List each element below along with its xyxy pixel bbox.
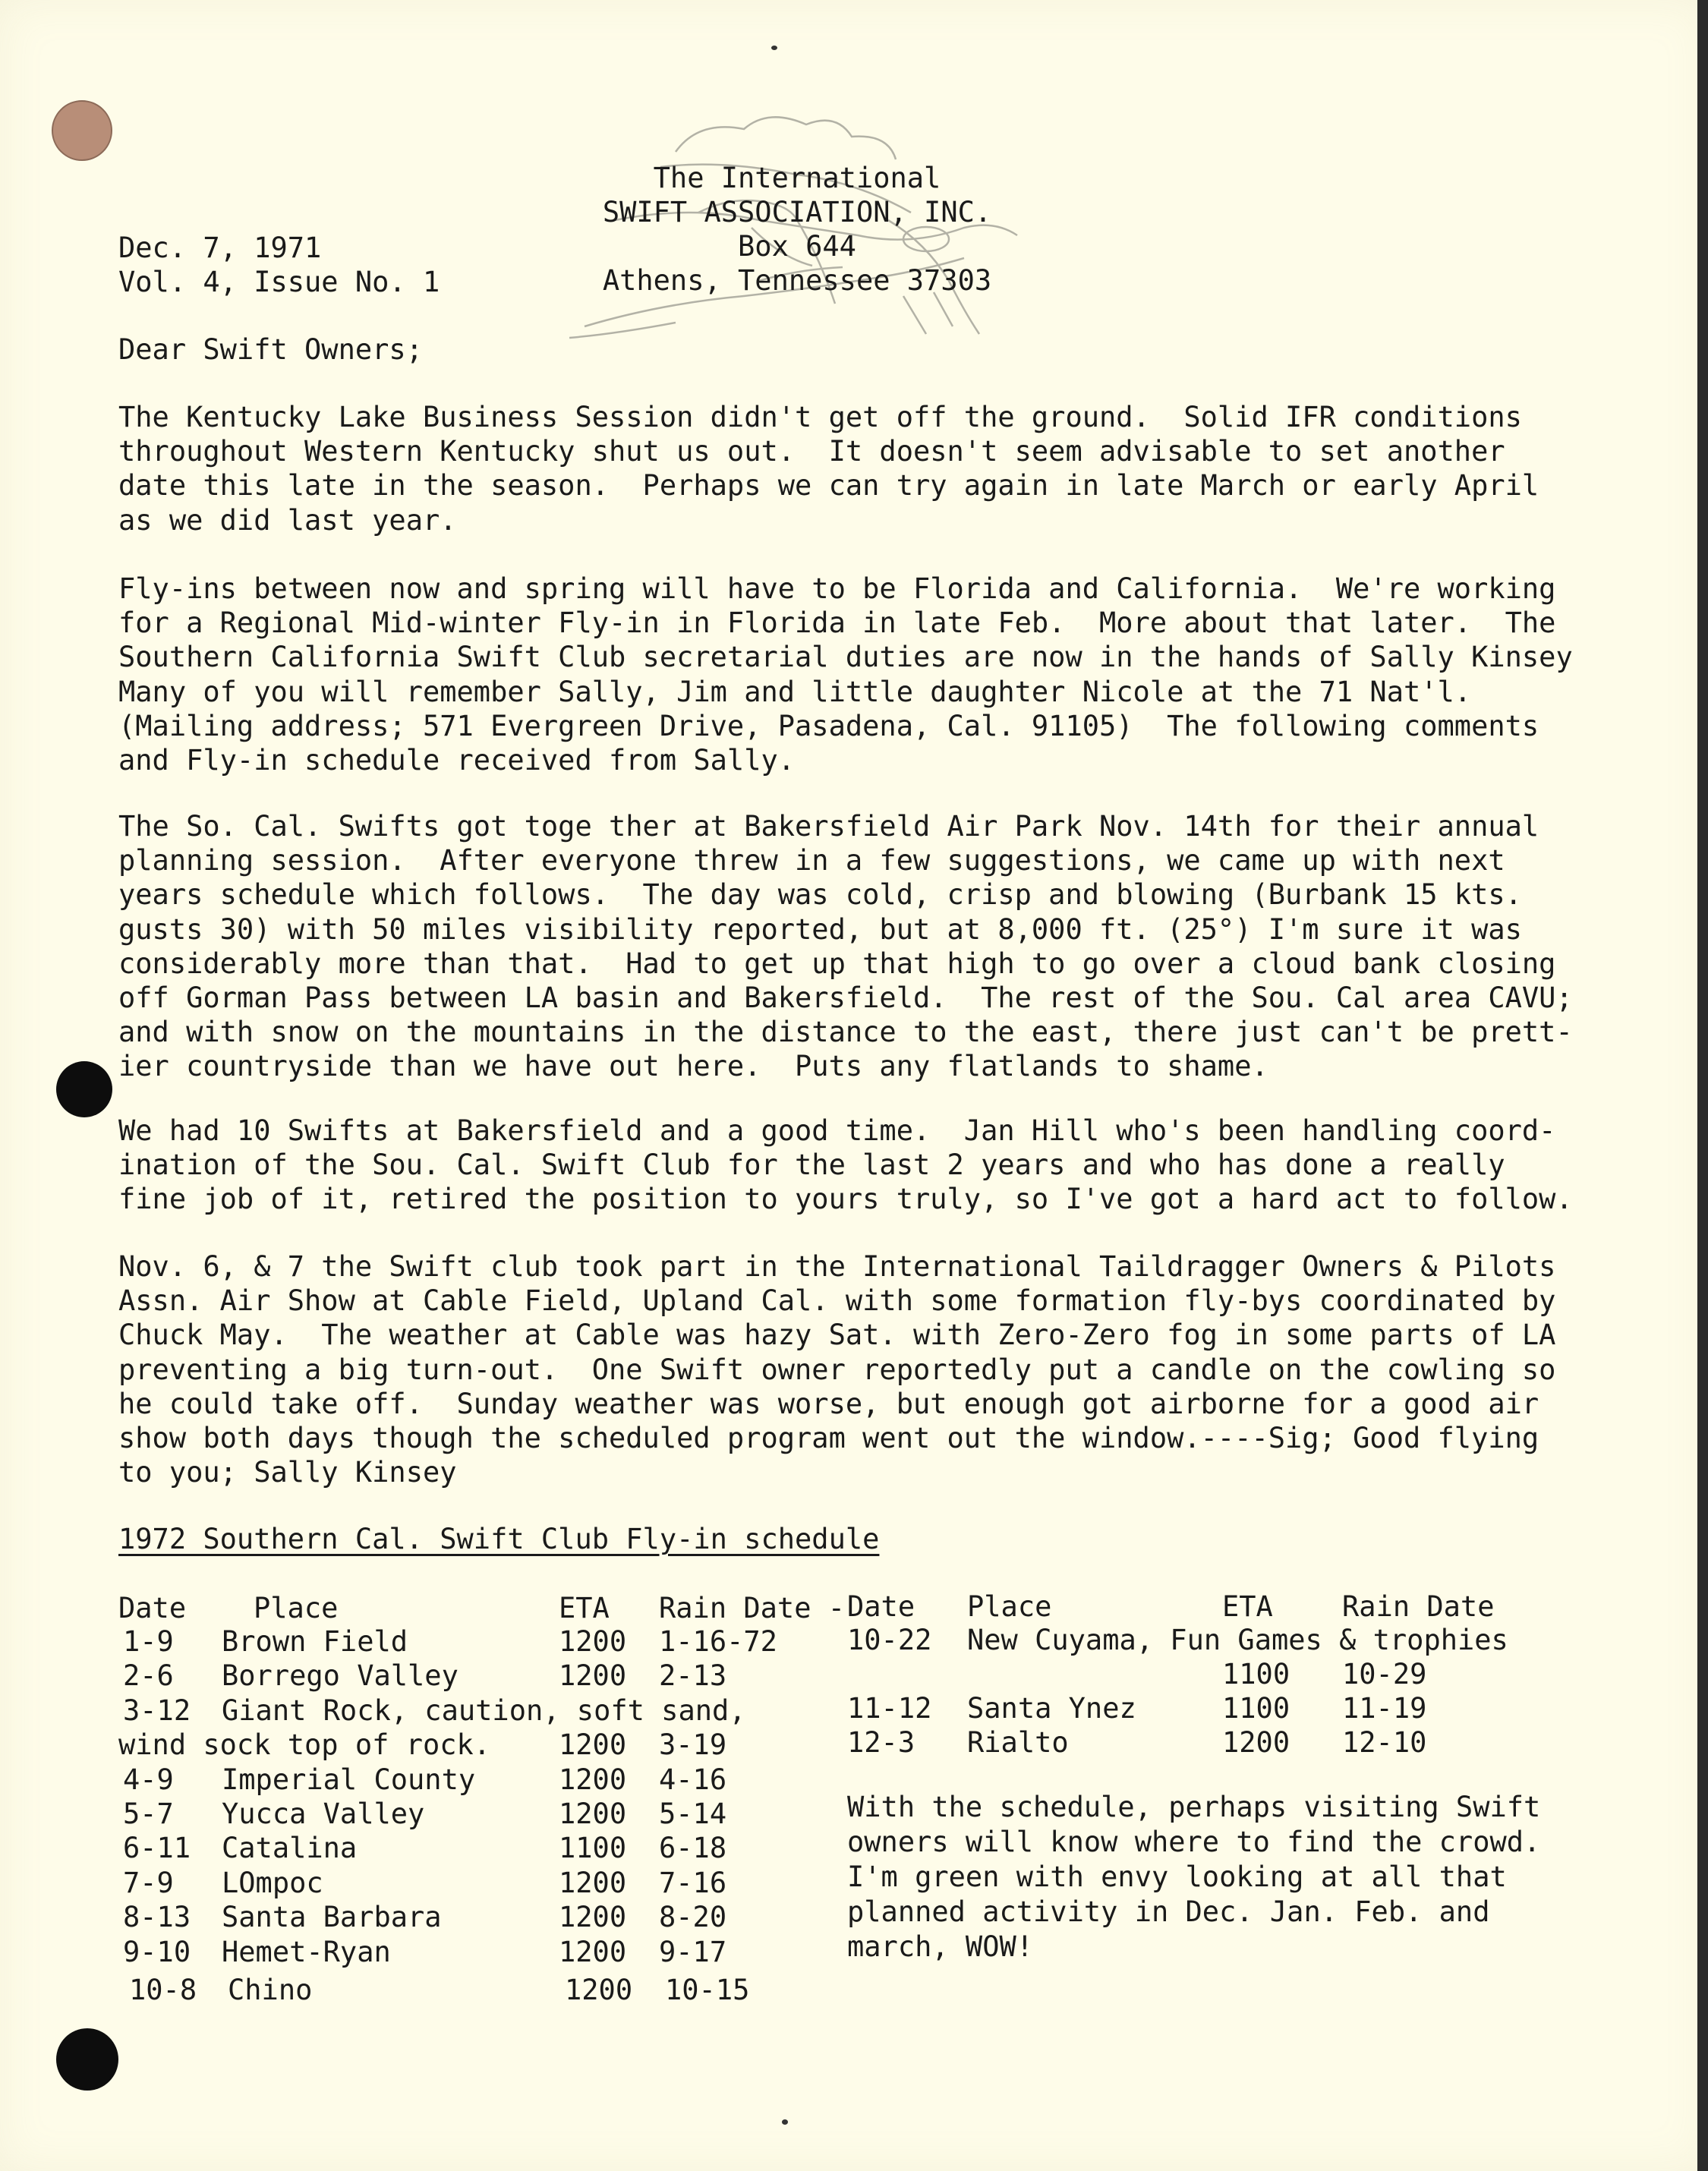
- schedule-title: 1972 Southern Cal. Swift Club Fly-in schedule: [118, 1523, 880, 1555]
- cell-rain: 10-15: [665, 1974, 750, 2006]
- page-edge-shadow: [1697, 0, 1708, 2171]
- cell-date: 12-3: [847, 1726, 915, 1759]
- cell-eta: 1100: [1222, 1658, 1290, 1690]
- cell-place: Giant Rock, caution, soft sand,: [222, 1694, 746, 1727]
- cell-rain: 5-14: [659, 1798, 727, 1830]
- closing-line: owners will know where to find the crowd.: [847, 1826, 1541, 1858]
- cell-date: 1-9: [123, 1625, 174, 1658]
- cell-place: Catalina: [222, 1832, 358, 1865]
- cell-place: Rialto: [967, 1726, 1069, 1759]
- cell-rain: 3-19: [659, 1728, 727, 1762]
- speck: [782, 2119, 788, 2125]
- cell-date: 4-9: [123, 1763, 174, 1796]
- cell-eta: 1200: [1222, 1726, 1290, 1759]
- cell-date: 2-6: [123, 1659, 174, 1693]
- paragraph-bakersfield-planning: [118, 809, 1573, 1084]
- org-name-line-1: The International: [653, 162, 941, 194]
- text-line: to you; Sally Kinsey: [118, 1456, 457, 1489]
- closing-line: With the schedule, perhaps visiting Swift: [847, 1791, 1541, 1823]
- text-line: off Gorman Pass between LA basin and Bakersfield. The rest of the Sou. Cal area CAVU;: [118, 982, 1573, 1015]
- text-line: planning session. After everyone threw in a few suggestions, we came up with next: [118, 844, 1505, 878]
- header-rain-date: Rain Date: [1342, 1590, 1495, 1623]
- cell-place: Borrego Valley: [222, 1659, 459, 1693]
- salutation: Dear Swift Owners;: [118, 333, 423, 366]
- dateline: [118, 231, 440, 299]
- speck: [771, 46, 777, 50]
- cell-rain: 6-18: [659, 1832, 727, 1865]
- paragraph-fly-ins: [118, 572, 1573, 777]
- cell-place: Imperial County: [222, 1763, 476, 1796]
- paragraph-kentucky-lake: [118, 400, 1539, 537]
- text-line: Chuck May. The weather at Cable was hazy Sat. with Zero-Zero fog in some parts of LA: [118, 1319, 1556, 1352]
- cell-rain: 8-20: [659, 1901, 727, 1934]
- paragraph-air-show: [118, 1249, 1555, 1489]
- text-line: ination of the Sou. Cal. Swift Club for the last 2 years and who has done a really: [118, 1149, 1505, 1182]
- header-eta: ETA: [1222, 1590, 1273, 1623]
- cell-eta: 1200: [559, 1728, 627, 1762]
- text-line: and Fly-in schedule received from Sally.: [118, 744, 796, 777]
- cell-eta: 1200: [559, 1901, 627, 1934]
- org-city-line: Athens, Tennessee 37303: [602, 264, 992, 297]
- text-line: as we did last year.: [118, 503, 457, 537]
- cell-eta: 1200: [559, 1659, 627, 1693]
- header-date: Date: [847, 1590, 915, 1623]
- cell-eta: 1200: [559, 1763, 627, 1796]
- binder-hole-middle: [56, 1061, 112, 1117]
- cell-place: Yucca Valley: [222, 1798, 425, 1830]
- cell-place: Hemet-Ryan: [222, 1935, 391, 1968]
- cell-place: New Cuyama, Fun Games & trophies: [967, 1624, 1508, 1656]
- cell-eta: 1200: [565, 1974, 633, 2006]
- paragraph-coordination: [118, 1114, 1573, 1217]
- text-line: ier countryside than we have out here. Puts any flatlands to shame.: [118, 1050, 1268, 1083]
- text-line: gusts 30) with 50 miles visibility reported, but at 8,000 ft. (25°) I'm sure it was: [118, 912, 1522, 946]
- cell-date: 6-11: [123, 1832, 191, 1865]
- org-box-line: Box 644: [738, 230, 856, 263]
- cell-eta: 1200: [559, 1625, 627, 1658]
- cell-date: 3-12: [123, 1694, 191, 1727]
- text-line: Many of you will remember Sally, Jim and little daughter Nicole at the 71 Nat'l.: [118, 675, 1472, 708]
- text-line: The Kentucky Lake Business Session didn't get off the ground. Solid IFR conditions: [118, 401, 1522, 433]
- binder-hole-top: [52, 100, 112, 161]
- cell-place: Chino: [228, 1974, 313, 2006]
- cell-date: 10-8: [129, 1974, 197, 2006]
- text-line: The So. Cal. Swifts got toge ther at Bakersfield Air Park Nov. 14th for their annual: [118, 810, 1539, 843]
- text-line: Nov. 6, & 7 the Swift club took part in the International Taildragger Owners & Pilots: [118, 1250, 1556, 1283]
- closing-line: planned activity in Dec. Jan. Feb. and: [847, 1895, 1490, 1928]
- cell-date: 11-12: [847, 1692, 932, 1725]
- header-place: Place: [254, 1592, 339, 1624]
- closing-remarks: [847, 1790, 1540, 1965]
- cell-eta: 1200: [559, 1866, 627, 1899]
- cell-rain: 7-16: [659, 1866, 727, 1899]
- header-date: Date: [118, 1592, 187, 1624]
- cell-place: Brown Field: [222, 1625, 408, 1658]
- cell-date: 5-7: [123, 1798, 174, 1830]
- cell-place: wind sock top of rock.: [118, 1728, 491, 1762]
- cell-eta: 1200: [559, 1798, 627, 1830]
- cell-place: Santa Barbara: [222, 1901, 442, 1934]
- text-line: Southern California Swift Club secretarial duties are now in the hands of Sally Kinsey: [118, 641, 1573, 674]
- issue-number: Vol. 4, Issue No. 1: [118, 266, 440, 298]
- text-line: We had 10 Swifts at Bakersfield and a good time. Jan Hill who's been handling coord-: [118, 1114, 1556, 1147]
- header-eta: ETA: [559, 1592, 610, 1624]
- text-line: show both days though the scheduled program went out the window.----Sig; Good flying: [118, 1422, 1539, 1455]
- cell-rain: 4-16: [659, 1763, 727, 1796]
- text-line: years schedule which follows. The day was cold, crisp and blowing (Burbank 15 kts.: [118, 878, 1522, 912]
- text-line: he could take off. Sunday weather was worse, but enough got airborne for a good air: [118, 1387, 1539, 1420]
- binder-hole-bottom: [56, 2028, 118, 2091]
- closing-line: I'm green with envy looking at all that: [847, 1861, 1507, 1893]
- cell-rain: 9-17: [659, 1935, 727, 1968]
- text-line: considerably more than that. Had to get up that high to go over a cloud bank closing: [118, 947, 1556, 980]
- cell-date: 7-9: [123, 1866, 174, 1899]
- cell-rain: 1-16-72: [659, 1625, 777, 1658]
- cell-eta: 1100: [1222, 1692, 1290, 1725]
- cell-eta: 1100: [559, 1832, 627, 1865]
- text-line: Assn. Air Show at Cable Field, Upland Cal. with some formation fly-bys coordinated by: [118, 1284, 1556, 1318]
- cell-rain: 2-13: [659, 1659, 727, 1693]
- schedule-right-header: [847, 1590, 1530, 1794]
- text-line: throughout Western Kentucky shut us out. It doesn't seem advisable to set another: [118, 435, 1505, 468]
- letter-date: Dec. 7, 1971: [118, 232, 322, 264]
- text-line: fine job of it, retired the position to yours truly, so I've got a hard act to follow.: [118, 1183, 1573, 1216]
- cell-rain: 11-19: [1342, 1692, 1427, 1725]
- org-name-line-2: SWIFT ASSOCIATION, INC.: [602, 196, 992, 228]
- cell-place: LOmpoc: [222, 1866, 323, 1899]
- cell-date: 8-13: [123, 1901, 191, 1934]
- cell-rain: 10-29: [1342, 1658, 1427, 1690]
- cell-place: Santa Ynez: [967, 1692, 1136, 1725]
- header-place: Place: [967, 1590, 1052, 1623]
- cell-eta: 1200: [559, 1935, 627, 1968]
- cell-rain: 12-10: [1342, 1726, 1427, 1759]
- text-line: and with snow on the mountains in the distance to the east, there just can't be prett-: [118, 1016, 1573, 1049]
- closing-line: march, WOW!: [847, 1930, 1034, 1963]
- text-line: preventing a big turn-out. One Swift owner reportedly put a candle on the cowling so: [118, 1353, 1556, 1386]
- letterhead: [592, 161, 1002, 298]
- text-line: (Mailing address; 571 Evergreen Drive, Pasadena, Cal. 91105) The following comments: [118, 709, 1539, 742]
- cell-date: 10-22: [847, 1624, 932, 1656]
- text-line: Fly-ins between now and spring will have to be Florida and California. We're working: [118, 572, 1556, 605]
- text-line: for a Regional Mid-winter Fly-in in Florida in late Feb. More about that later. The: [118, 607, 1556, 640]
- header-rain-date: Rain Date -: [659, 1592, 846, 1624]
- cell-date: 9-10: [123, 1935, 191, 1968]
- text-line: date this late in the season. Perhaps we can try again in late March or early April: [118, 469, 1539, 503]
